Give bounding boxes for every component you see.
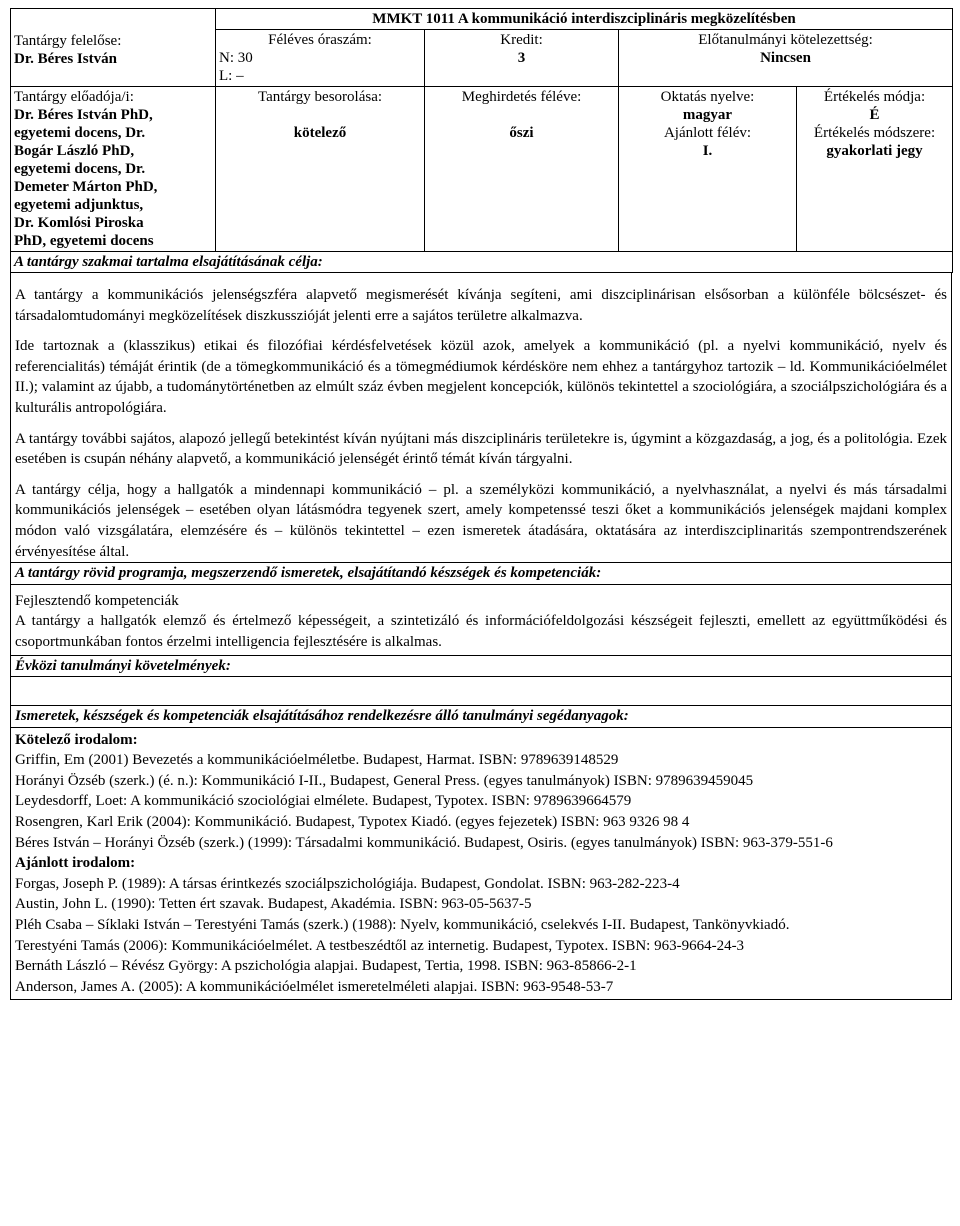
lecturer-line: egyetemi adjunktus,	[14, 197, 144, 213]
semester-value: őszi	[509, 125, 534, 141]
responsible-name: Dr. Béres István	[14, 51, 117, 67]
lecturer-line: Dr. Komlósi Piroska	[14, 215, 144, 231]
course-header-table	[10, 8, 953, 273]
mandatory-literature-item: Rosengren, Karl Erik (2004): Kommunikáció. Budapest, Typotex Kiadó. (egyes fejezetek) ISBN: 963 9326 98 4	[15, 814, 690, 831]
language-value: magyar	[682, 107, 733, 123]
lecturer-line: PhD, egyetemi docens	[14, 233, 154, 249]
lecturer-line: egyetemi docens, Dr.	[14, 161, 146, 177]
language-label: Oktatás nyelve:	[660, 89, 755, 105]
aim-heading: A tantárgy szakmai tartalma elsajátításának célja:	[11, 252, 953, 273]
hours-n: N: 30	[219, 50, 253, 66]
recommended-literature-label: Ajánlott irodalom:	[15, 855, 136, 872]
language-cell	[619, 87, 797, 252]
classification-value: kötelező	[293, 125, 347, 141]
mandatory-literature-item: Béres István – Horányi Özséb (szerk.) (1999): Társadalmi kommunikáció. Budapest, Osiris. (egyes tanulmányok) ISBN: 963-379-551-6	[15, 834, 833, 851]
eval-mode-label: Értékelés módja:	[823, 89, 926, 105]
aim-paragraph: A tantárgy további sajátos, alapozó jellegű betekintést kíván nyújtani más diszciplináris területekre is, úgymint a közgazdaság, a jog, és a politológia. Ezek esetében is csupán néhány alapvető, a kommunikáció jelenségét érintő témát kíván tárgyalni.	[15, 430, 947, 468]
responsible-label: Tantárgy felelőse:	[14, 33, 122, 49]
hours-label: Féléves óraszám:	[268, 32, 372, 48]
recommended-literature-item: Pléh Csaba – Síklaki István – Terestyéni Tamás (szerk.) (1988): Nyelv, kommunikáció, cselekvés I-II. Budapest, Tankönyvkiadó.	[15, 917, 790, 934]
semester-cell	[425, 87, 619, 252]
eval-method-label: Értékelés módszere:	[813, 125, 936, 141]
course-title: MMKT 1011 A kommunikáció interdiszciplináris megközelítésben	[216, 9, 953, 30]
credit-cell	[425, 30, 619, 87]
mandatory-literature-item: Horányi Özséb (szerk.) (é. n.): Kommunikáció I-II., Budapest, General Press. (egyes tanulmányok) ISBN: 9789639459045	[15, 772, 754, 789]
requirements-heading: Évközi tanulmányi követelmények:	[11, 656, 951, 678]
hours-l: L: –	[219, 68, 244, 84]
semester-label: Meghirdetés féléve:	[461, 89, 582, 105]
aim-paragraph: Ide tartoznak a (klasszikus) etikai és filozófiai kérdésfelvetések közül azok, amelyek a kommunikáció (pl. a nyelvi kommunikáció, nyelv és referencialitás) témáját érintik (de a tömegkommunikáció és a tömegmédiumok kérdésköre nem ehhez a tantárgyhoz tartozik – ld. Kommunikációelmélet II.); valamint az újabb, a tudománytörténetben az elmúlt száz évben megjelent koncepciók, különös tekintettel a szociológiára, a szociálpszichológiára és a kulturális antropológiára.	[15, 338, 947, 416]
recommended-literature-item: Forgas, Joseph P. (1989): A társas érintkezés szociálpszichológiája. Budapest, Gondolat. ISBN: 963-282-223-4	[15, 875, 680, 892]
mandatory-literature-item: Leydesdorff, Loet: A kommunikáció szociológiai elmélete. Budapest, Typotex. ISBN: 9789639664579	[15, 793, 632, 810]
eval-method-value: gyakorlati jegy	[826, 143, 923, 159]
literature-section	[10, 706, 952, 1000]
evaluation-cell	[797, 87, 953, 252]
program-heading: A tantárgy rövid programja, megszerzendő ismeretek, elsajátítandó készségek és kompetenciák:	[11, 563, 951, 585]
program-section	[10, 563, 952, 655]
prereq-value: Nincsen	[760, 50, 811, 66]
requirements-section	[10, 656, 952, 707]
recommended-semester-label: Ajánlott félév:	[663, 125, 752, 141]
program-text: A tantárgy a hallgatók elemző és értelmező képességeit, a szintetizáló és információfeldolgozási készségeit fejleszti, emellett az együttműködési és csoportmunkában fontos érzelmi intelligencia fejlesztésére is alkalmas.	[15, 613, 947, 650]
credit-value: 3	[517, 50, 526, 66]
credit-label: Kredit:	[500, 32, 543, 48]
course-sheet	[10, 8, 952, 1000]
lecturer-line: Bogár László PhD,	[14, 143, 135, 159]
classification-cell	[216, 87, 425, 252]
lecturer-line: Demeter Márton PhD,	[14, 179, 158, 195]
lecturer-line: Dr. Béres István PhD,	[14, 107, 153, 123]
aim-section	[10, 273, 952, 563]
mandatory-literature-label: Kötelező irodalom:	[15, 731, 138, 748]
aim-paragraph: A tantárgy célja, hogy a hallgatók a mindennapi kommunikáció – pl. a személyközi kommunikáció, a nyelvhasználat, a nyelvi és más társadalmi kommunikációs jelenségek – esetében olyan látásmódra tegyenek szert, amely kompetenssé teszi őket a kommunikációs jelenségek majdani komplex módon való vizsgálatára, elemzésére és – különös tekintettel – ezen ismeretek átadására, oktatására az interdiszciplinaritás szempontrendszerének érvényesítése által.	[15, 481, 947, 560]
recommended-semester-value: I.	[702, 143, 713, 159]
prereq-cell	[619, 30, 953, 87]
eval-mode-value: É	[869, 107, 880, 123]
recommended-literature-item: Anderson, James A. (2005): A kommunikációelmélet ismeretelméleti alapjai. ISBN: 963-9548-53-7	[15, 978, 614, 995]
recommended-literature-item: Terestyéni Tamás (2006): Kommunikációelmélet. A testbeszédtől az internetig. Budapest, Typotex. ISBN: 963-9664-24-3	[15, 937, 745, 954]
lecturer-line: egyetemi docens, Dr.	[14, 125, 146, 141]
recommended-literature-item: Austin, John L. (1990): Tetten ért szavak. Budapest, Akadémia. ISBN: 963-05-5637-5	[15, 896, 532, 913]
responsible-cell	[11, 9, 216, 87]
aim-paragraph: A tantárgy a kommunikációs jelenségszféra alapvető megismerését kívánja segíteni, ami diszciplinárisan elsősorban a különféle bölcsészet- és társadalomtudományi megközelítések diszkusszióját jelenti erre a sajátos területre alkalmazva.	[15, 287, 947, 324]
hours-cell	[216, 30, 425, 87]
literature-heading: Ismeretek, készségek és kompetenciák elsajátításához rendelkezésre álló tanulmányi segédanyagok:	[11, 706, 951, 728]
recommended-literature-item: Bernáth László – Révész György: A pszichológia alapjai. Budapest, Tertia, 1998. ISBN: 963-85866-2-1	[15, 958, 637, 975]
program-subheading: Fejlesztendő kompetenciák	[15, 592, 179, 609]
prereq-label: Előtanulmányi kötelezettség:	[698, 32, 873, 48]
lecturers-label: Tantárgy előadója/i:	[14, 89, 134, 105]
classification-label: Tantárgy besorolása:	[257, 89, 383, 105]
lecturers-cell	[11, 87, 216, 252]
mandatory-literature-item: Griffin, Em (2001) Bevezetés a kommunikációelméletbe. Budapest, Harmat. ISBN: 9789639148529	[15, 752, 619, 769]
